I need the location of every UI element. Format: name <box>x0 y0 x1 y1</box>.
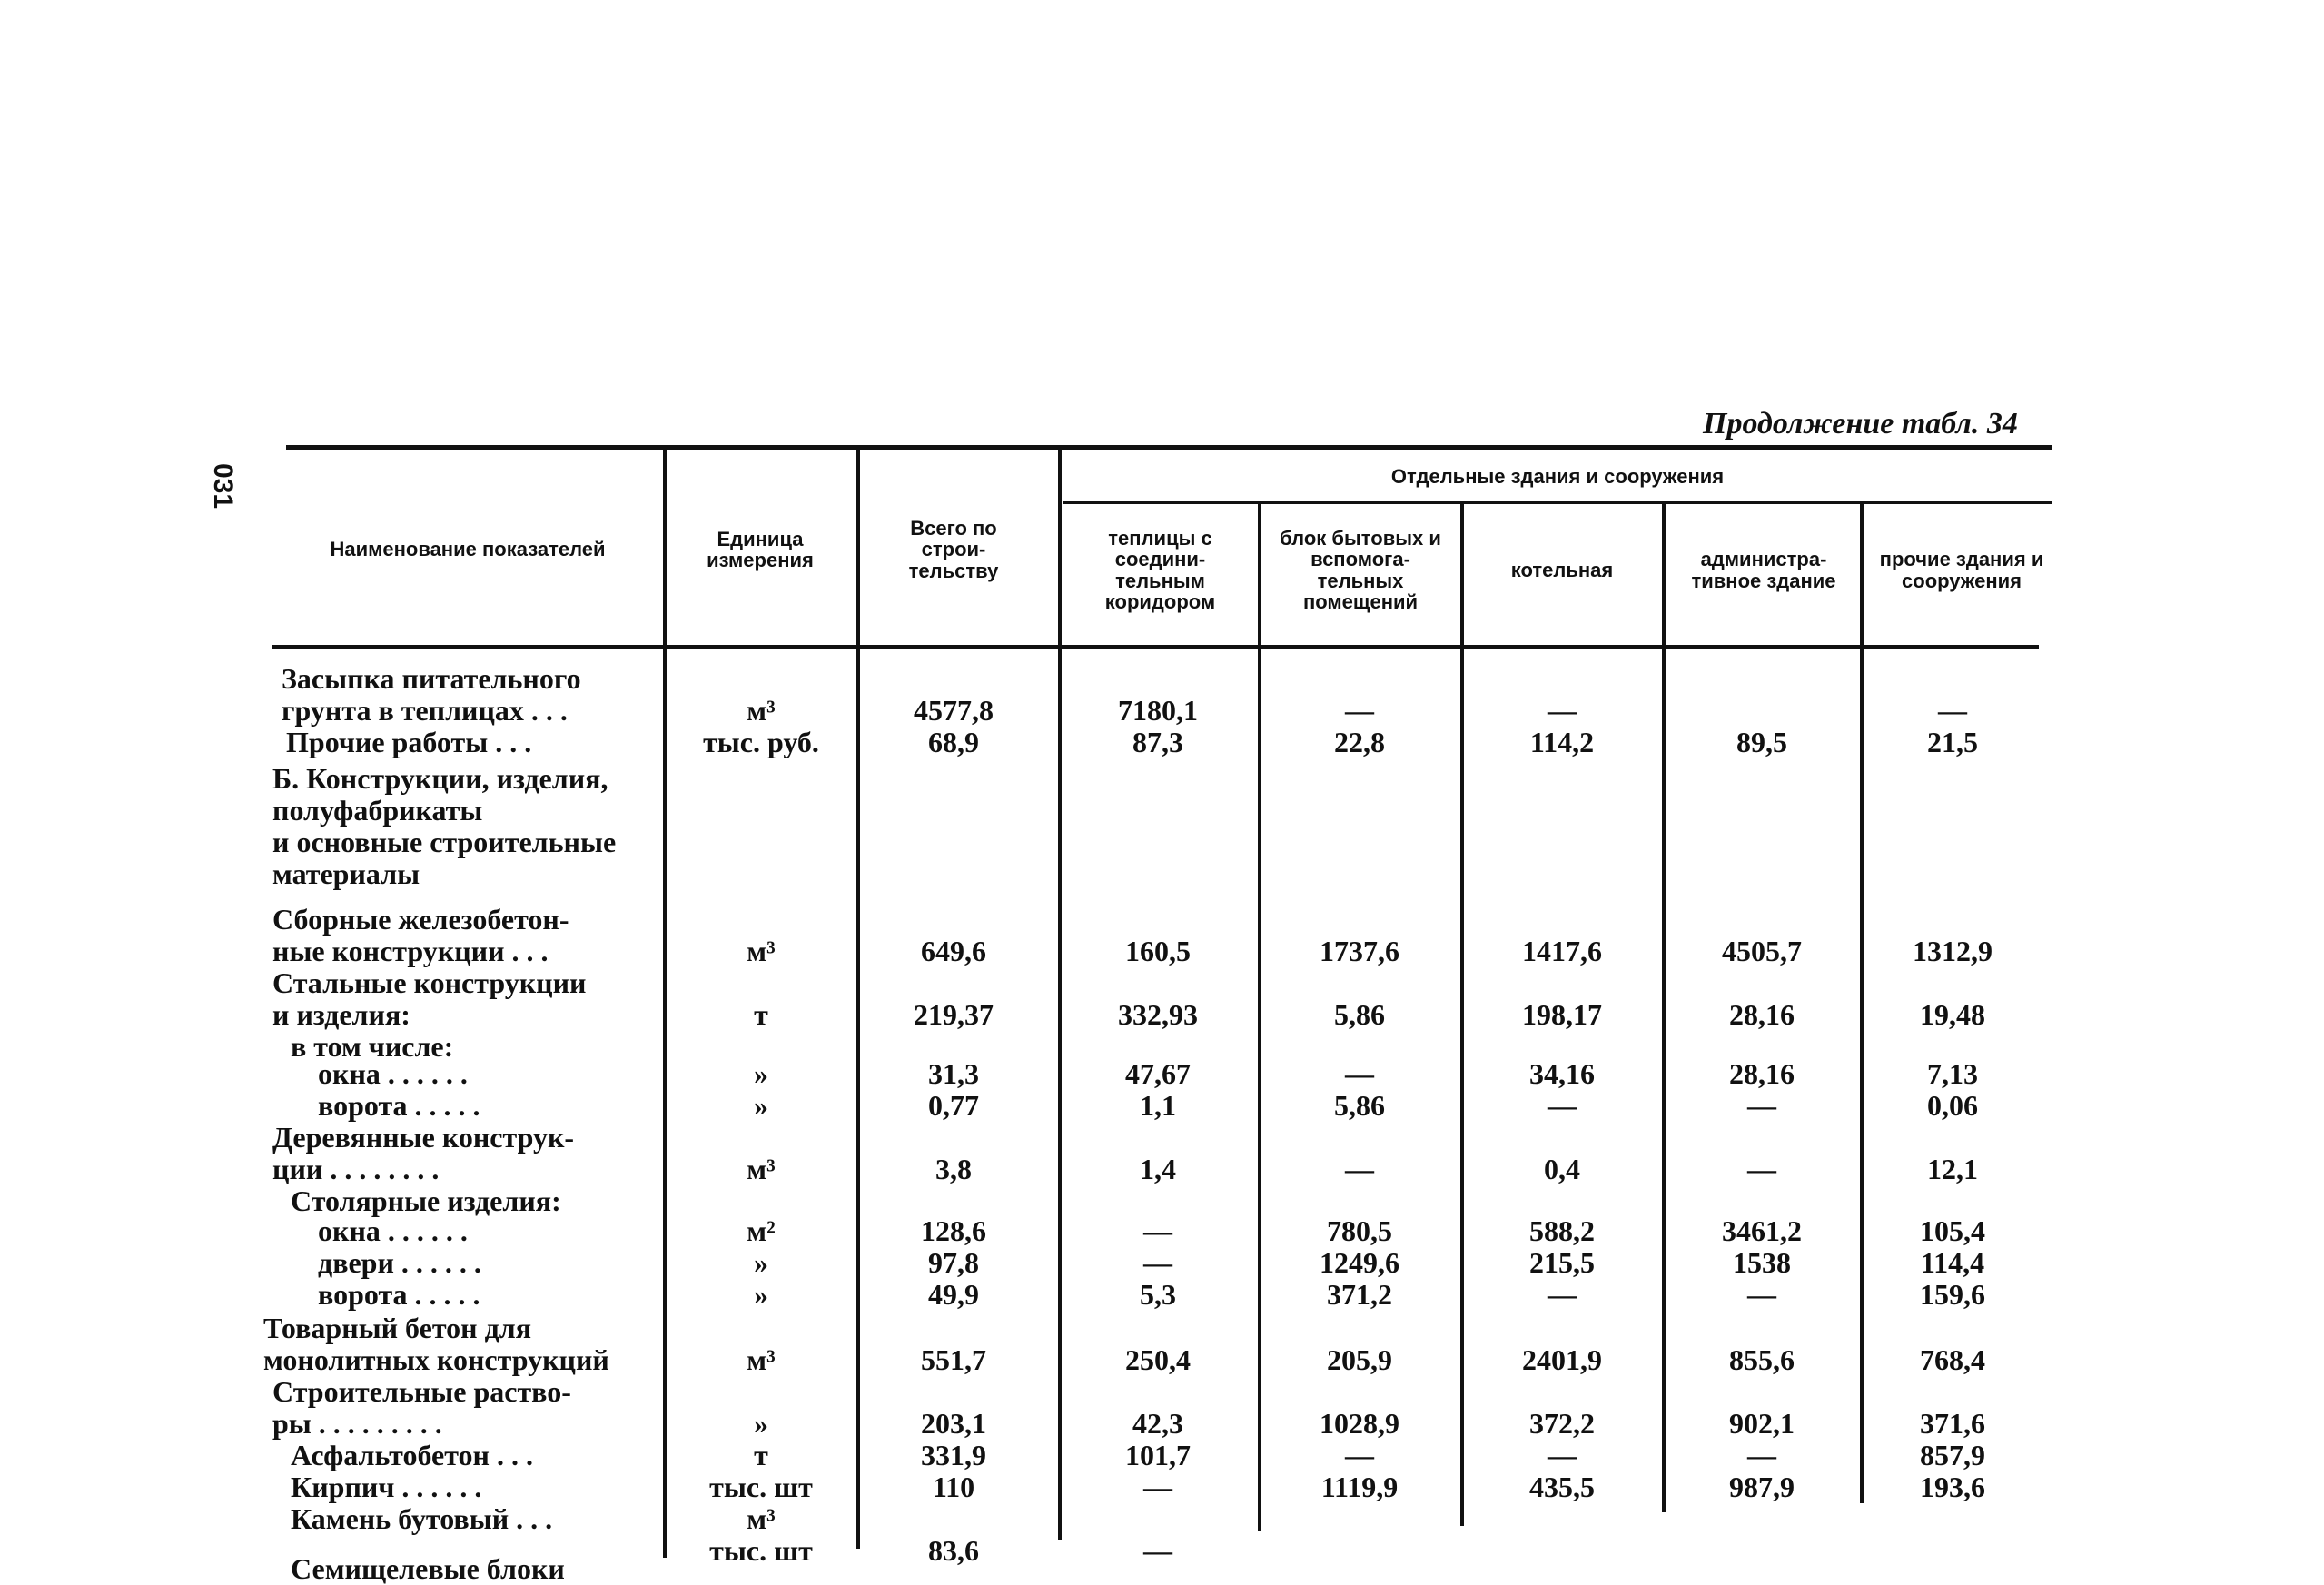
cell-total: 219,37 <box>914 998 994 1031</box>
row-label <box>318 1058 468 1090</box>
cell-unit: » <box>754 1278 768 1311</box>
header-greenhouses: теплицы с соедини- тельным коридором <box>1104 527 1216 613</box>
cell-c5: 114,4 <box>1920 1246 1985 1279</box>
cell-c2: — <box>1345 1057 1374 1090</box>
cell-total: 3,8 <box>935 1153 972 1185</box>
col-divider-total <box>856 450 860 1549</box>
cell-unit: » <box>754 1057 768 1090</box>
cell-c2: 1249,6 <box>1320 1246 1399 1279</box>
row-label-line: ворота . . . . . <box>318 1278 480 1311</box>
cell-c5: 159,6 <box>1920 1278 1985 1311</box>
row-label-line: полуфабрикаты <box>272 794 483 827</box>
row-label-line: окна . . . . . . <box>318 1057 468 1090</box>
row-label <box>291 1553 565 1585</box>
cell-c1: 47,67 <box>1125 1057 1191 1090</box>
row-label <box>272 904 569 967</box>
row-label-line: Деревянные конструк- <box>272 1121 575 1154</box>
col-divider-unit <box>663 450 667 1558</box>
row-label-line: Семищелевые блоки <box>291 1552 565 1585</box>
cell-total: 97,8 <box>928 1246 979 1279</box>
cell-c4: 89,5 <box>1736 726 1787 758</box>
cell-c1: 5,3 <box>1140 1278 1176 1311</box>
cell-c2: — <box>1345 694 1374 727</box>
cell-c1: 1,4 <box>1140 1153 1176 1185</box>
group-rule <box>1063 501 2052 504</box>
cell-unit: » <box>754 1246 768 1279</box>
cell-c1: — <box>1143 1214 1172 1247</box>
row-label <box>263 1313 609 1376</box>
cell-unit: т <box>754 998 768 1031</box>
cell-c3: 435,5 <box>1529 1471 1595 1503</box>
cell-c3: — <box>1548 1089 1577 1122</box>
cell-c5: 857,9 <box>1920 1439 1985 1471</box>
cell-c1: 7180,1 <box>1118 694 1198 727</box>
row-label-line: Строительные раство- <box>272 1375 571 1408</box>
row-label <box>318 1279 480 1311</box>
cell-c3: 114,2 <box>1529 726 1595 758</box>
cell-c4: 855,6 <box>1729 1343 1795 1376</box>
cell-c2: 371,2 <box>1327 1278 1392 1311</box>
row-label-line: Камень бутовый . . . <box>291 1502 553 1535</box>
cell-c2: 5,86 <box>1334 1089 1385 1122</box>
cell-c2: — <box>1345 1439 1374 1471</box>
row-label-line: ции . . . . . . . . <box>272 1153 440 1185</box>
row-label <box>291 1440 533 1471</box>
cell-total: 0,77 <box>928 1089 979 1122</box>
row-label <box>286 727 531 758</box>
cell-c5: 0,06 <box>1927 1089 1978 1122</box>
header-unit: Единица измерения <box>707 527 814 571</box>
row-label <box>282 663 581 727</box>
cell-c5: 7,13 <box>1927 1057 1978 1090</box>
cell-total: 31,3 <box>928 1057 979 1090</box>
col-divider-c5 <box>1860 504 1864 1503</box>
cell-c3: 1417,6 <box>1522 935 1602 967</box>
cell-unit: » <box>754 1407 768 1440</box>
row-label <box>291 1185 561 1217</box>
row-label <box>318 1090 480 1122</box>
row-label-line: Сборные железобетон- <box>272 903 569 936</box>
cell-c1: 1,1 <box>1140 1089 1176 1122</box>
cell-c3: 0,4 <box>1544 1153 1580 1185</box>
cell-unit: тыс. руб. <box>703 726 819 758</box>
cell-total: 203,1 <box>921 1407 986 1440</box>
row-label <box>272 1376 571 1440</box>
cell-c3: 215,5 <box>1529 1246 1595 1279</box>
row-label-line: грунта в теплицах . . . <box>282 694 568 727</box>
cell-total: 83,6 <box>928 1534 979 1567</box>
row-label-line: монолитных конструкций <box>263 1343 609 1376</box>
cell-unit: м³ <box>747 1343 776 1376</box>
row-label-line: Асфальтобетон . . . <box>291 1439 533 1471</box>
header-admin: администра- тивное здание <box>1691 548 1836 592</box>
cell-c5: 105,4 <box>1920 1214 1985 1247</box>
row-label-line: ворота . . . . . <box>318 1089 480 1122</box>
cell-total: 331,9 <box>921 1439 986 1471</box>
cell-c4: — <box>1747 1089 1776 1122</box>
cell-c1: — <box>1143 1471 1172 1503</box>
row-label <box>272 763 616 890</box>
cell-total: 649,6 <box>921 935 986 967</box>
row-label-line: и основные строительные <box>272 826 617 858</box>
row-label-line: в том числе: <box>291 1030 454 1063</box>
cell-c5: 21,5 <box>1927 726 1978 758</box>
cell-c2: 205,9 <box>1327 1343 1392 1376</box>
cell-total: 551,7 <box>921 1343 986 1376</box>
cell-c1: 101,7 <box>1125 1439 1191 1471</box>
header-block: блок бытовых и вспомога- тельных помещений <box>1280 527 1441 613</box>
col-divider-c4 <box>1662 504 1666 1512</box>
cell-unit: тыс. шт <box>709 1534 813 1567</box>
cell-c3: — <box>1548 694 1577 727</box>
cell-c5: 12,1 <box>1927 1153 1978 1185</box>
cell-c5: 19,48 <box>1920 998 1985 1031</box>
top-rule <box>286 445 2052 450</box>
cell-total: 68,9 <box>928 726 979 758</box>
cell-c1: 160,5 <box>1125 935 1191 967</box>
col-divider-c2 <box>1258 504 1261 1531</box>
cell-c2: — <box>1345 1153 1374 1185</box>
cell-c4: — <box>1747 1153 1776 1185</box>
cell-c4: 28,16 <box>1729 1057 1795 1090</box>
table-continuation-caption: Продолжение табл. 34 <box>1703 407 2018 441</box>
row-label <box>318 1215 468 1247</box>
cell-c4: 4505,7 <box>1722 935 1802 967</box>
cell-unit: м³ <box>747 1502 776 1535</box>
cell-total: 4577,8 <box>914 694 994 727</box>
row-label-line: Столярные изделия: <box>291 1184 561 1217</box>
header-name: Наименование показателей <box>330 538 606 561</box>
cell-total: 128,6 <box>921 1214 986 1247</box>
cell-unit: тыс. шт <box>709 1471 813 1503</box>
cell-c4: — <box>1747 1439 1776 1471</box>
cell-unit: м³ <box>747 694 776 727</box>
cell-c2: 1119,9 <box>1320 1471 1399 1503</box>
row-label-line: Кирпич . . . . . . <box>291 1471 482 1503</box>
row-label-line: ры . . . . . . . . . <box>272 1407 442 1440</box>
row-label-line: и изделия: <box>272 998 410 1031</box>
header-bottom-rule <box>272 645 2039 649</box>
cell-c3: — <box>1548 1278 1577 1311</box>
cell-c1: 250,4 <box>1125 1343 1191 1376</box>
cell-c1: — <box>1143 1246 1172 1279</box>
cell-c4: — <box>1747 1278 1776 1311</box>
cell-c2: 22,8 <box>1334 726 1385 758</box>
header-other: прочие здания и сооружения <box>1879 548 2044 592</box>
cell-c4: 3461,2 <box>1722 1214 1802 1247</box>
cell-c2: 1737,6 <box>1320 935 1399 967</box>
cell-c1: 87,3 <box>1132 726 1183 758</box>
row-label <box>318 1247 481 1279</box>
cell-c2: 5,86 <box>1334 998 1385 1031</box>
cell-c1: — <box>1143 1534 1172 1567</box>
row-label <box>272 1122 574 1185</box>
cell-c2: 1028,9 <box>1320 1407 1399 1440</box>
cell-c3: 198,17 <box>1522 998 1602 1031</box>
cell-c5: 371,6 <box>1920 1407 1985 1440</box>
cell-c5: 193,6 <box>1920 1471 1985 1503</box>
cell-c5: 1312,9 <box>1913 935 1993 967</box>
cell-c2: 780,5 <box>1327 1214 1392 1247</box>
cell-c3: 34,16 <box>1529 1057 1595 1090</box>
cell-unit: м² <box>747 1214 776 1247</box>
cell-c1: 332,93 <box>1118 998 1198 1031</box>
cell-total: 110 <box>932 1471 975 1503</box>
cell-unit: » <box>754 1089 768 1122</box>
page-number: 031 <box>208 463 238 510</box>
cell-unit: м³ <box>747 1153 776 1185</box>
col-divider-group <box>1058 450 1062 1540</box>
row-label <box>291 1503 552 1535</box>
cell-c3: 372,2 <box>1529 1407 1595 1440</box>
row-label-line: Прочие работы . . . <box>286 726 532 758</box>
row-label-line: окна . . . . . . <box>318 1214 468 1247</box>
cell-c4: 1538 <box>1733 1246 1791 1279</box>
header-boiler: котельная <box>1510 558 1614 581</box>
cell-c4: 902,1 <box>1729 1407 1795 1440</box>
row-label <box>272 967 586 1031</box>
row-label-line: Стальные конструкции <box>272 966 587 999</box>
cell-total: 49,9 <box>928 1278 979 1311</box>
cell-c3: 588,2 <box>1529 1214 1595 1247</box>
cell-c1: 42,3 <box>1132 1407 1183 1440</box>
row-label-line: ные конструкции . . . <box>272 935 549 967</box>
header-group: Отдельные здания и сооружения <box>1390 465 1725 489</box>
cell-c5: 768,4 <box>1920 1343 1985 1376</box>
cell-c3: 2401,9 <box>1522 1343 1602 1376</box>
row-label-line: материалы <box>272 857 420 890</box>
cell-c3: — <box>1548 1439 1577 1471</box>
header-total: Всего по строи- тельству <box>908 517 999 582</box>
row-label <box>291 1471 481 1503</box>
cell-unit: т <box>754 1439 768 1471</box>
cell-c4: 28,16 <box>1729 998 1795 1031</box>
row-label-line: двери . . . . . . <box>318 1246 481 1279</box>
col-divider-c3 <box>1460 504 1464 1526</box>
row-label-line: Товарный бетон для <box>263 1312 532 1344</box>
cell-c5: — <box>1938 694 1967 727</box>
row-label-line: Б. Конструкции, изделия, <box>272 762 608 795</box>
row-label-line: Засыпка питательного <box>282 662 581 695</box>
cell-c4: 987,9 <box>1729 1471 1795 1503</box>
cell-unit: м³ <box>747 935 776 967</box>
